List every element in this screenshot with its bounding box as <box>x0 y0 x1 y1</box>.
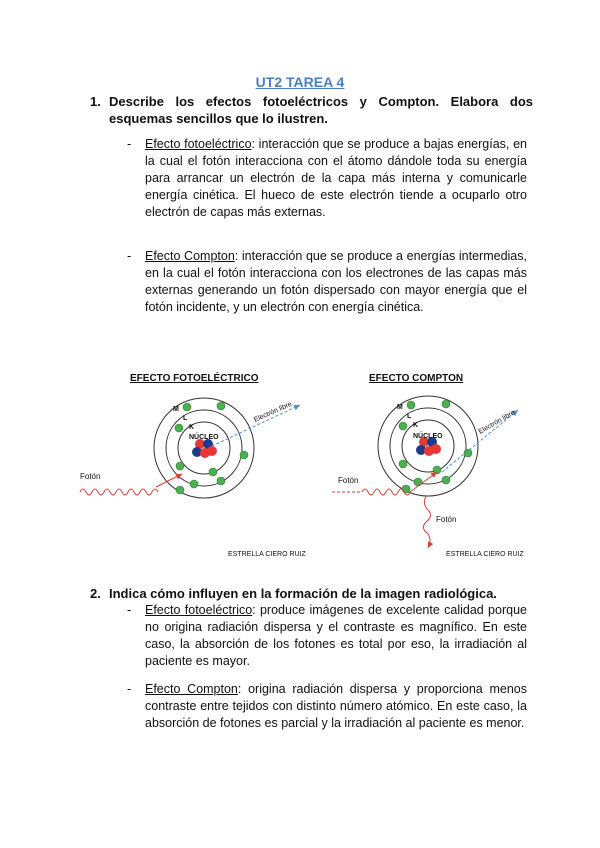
orbit-m <box>378 396 478 496</box>
credit-left: ESTRELLA CIERO RUIZ <box>228 551 306 558</box>
photoelectric-diagram-title: EFECTO FOTOELÉCTRICO <box>130 373 259 384</box>
q1-bullet-compton <box>127 248 527 316</box>
page-title: UT2 TAREA 4 <box>255 74 345 90</box>
question-2 <box>90 585 533 602</box>
photon-label: Fotón <box>80 472 101 481</box>
q2-bullet-2-text: : origina radiación dispersa y proporciona menos contraste entre tejidos con distinto número atómico. En este caso, la absorción de fotones es parcial y la irradiación al paciente es menor. <box>145 682 527 730</box>
question-2-text: Indica cómo influyen en la formación de la imagen radiológica. <box>109 586 497 601</box>
question-2-number: 2. <box>90 586 101 601</box>
nucleus-particles <box>192 439 217 458</box>
q2-bullet-compton <box>127 681 527 732</box>
free-electron-label: Electrón libre <box>252 400 294 424</box>
incident-photon-wave <box>80 489 158 495</box>
compton-diagram-title: EFECTO COMPTON <box>369 373 464 384</box>
photon-out-label: Fotón <box>436 515 457 524</box>
question-1-text: Describe los efectos fotoeléctricos y Compton. Elabora dos esquemas sencillos que lo ilustren. <box>109 94 533 126</box>
bullet-dash: - <box>127 603 132 617</box>
bullet-dash: - <box>127 249 132 263</box>
term-photoelectric: Efecto fotoeléctrico <box>145 603 253 617</box>
orbit-l <box>166 410 242 486</box>
photoelectric-diagram <box>80 371 307 558</box>
shell-k-label: K <box>189 424 195 431</box>
bullet-dash: - <box>127 682 132 696</box>
incident-photon-arrow <box>156 474 182 487</box>
q1-bullet-photoelectric <box>127 136 527 221</box>
free-electron-label: Electrón libre <box>477 409 517 436</box>
bullet-dash: - <box>127 137 132 151</box>
orbit-k <box>402 420 454 472</box>
effects-diagram <box>70 362 540 562</box>
shell-l-label: L <box>183 415 188 422</box>
term-photoelectric: Efecto fotoeléctrico <box>145 137 252 151</box>
shell-m-label: M <box>173 406 179 413</box>
incident-photon-wave <box>362 489 410 495</box>
q2-bullet-photoelectric <box>127 602 527 670</box>
term-compton: Efecto Compton <box>145 682 238 696</box>
term-compton: Efecto Compton <box>145 249 235 263</box>
shell-l-label: L <box>407 413 412 420</box>
orbit-m <box>154 398 254 498</box>
q1-bullet-2-text: : interacción que se produce a energías intermedias, en la cual el fotón interacciona con los electrones de las capas más externas generando un fotón dispersado con mayor energía que el fotón incidente, y un electrón con energía cinética. <box>145 249 527 314</box>
photon-in-label: Fotón <box>338 476 359 485</box>
q2-bullet-1-text: : produce imágenes de excelente calidad porque no origina radiación dispersa y el contraste es magnífico. En este caso, la absorción de los fotones es total por eso, la irradiación al paciente es mayor. <box>145 603 527 668</box>
orbit-k <box>178 422 230 474</box>
question-1-number: 1. <box>90 94 101 109</box>
question-1 <box>90 93 533 127</box>
nucleus-label: NÚCLEO <box>189 434 219 441</box>
free-electron-path <box>212 405 300 446</box>
orbit-l <box>390 408 466 484</box>
shell-m-label: M <box>397 404 403 411</box>
compton-diagram <box>332 373 525 558</box>
credit-right: ESTRELLA CIERO RUIZ <box>446 551 524 558</box>
nucleus-label: NÚCLEO <box>413 433 443 440</box>
scattered-photon-wave <box>423 496 430 548</box>
shell-k-label: K <box>413 422 419 429</box>
q1-bullet-1-text: : interacción que se produce a bajas energías, en la cual el fotón interacciona con el átomo dándole toda su energía para arrancar un electrón de la capa más interna y comunicarle energía cinética. El hueco de este electrón tiende a ocuparlo otro electrón de capas más externas. <box>145 137 527 219</box>
